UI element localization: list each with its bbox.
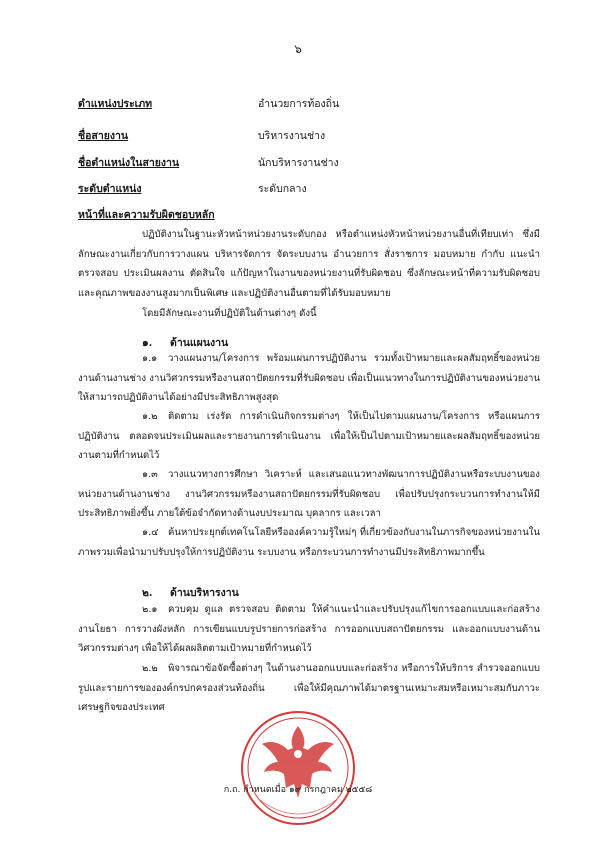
item-2-1 <box>78 600 540 659</box>
line-name-label: ชื่อสายงาน <box>78 130 129 142</box>
intro-paragraph: ปฏิบัติงานในฐานะหัวหน้าหน่วยงานระดับกอง หรือตำแหน่งหัวหน้าหน่วยงานอื่นที่เทียบเท่า ซึ่งมีลักษณะงานเกี่ยวกับการวางแผน บริหารจัดการ จัดระบบงาน อำนวยการ สั่งราชการ มอบหมาย กำกับ แนะนำ ตรวจสอบ ประเมินผลงาน ตัดสินใจ แก้ปัญหาในงานของหน่วยงานที่รับผิดชอบ ซึ่งลักษณะหน้าที่ความรับผิดชอบและคุณภาพของงานสูงมากเป็นพิเศษ และปฏิบัติงานอื่นตามที่ได้รับมอบหมาย <box>78 229 540 299</box>
level-value: ระดับกลาง <box>258 183 307 195</box>
info-level <box>78 180 538 196</box>
intro-paragraph-2: โดยมีลักษณะงานที่ปฏิบัติในด้านต่างๆ ดังนี้ <box>142 308 317 319</box>
item-1-3-number: ๑.๓ <box>142 469 158 480</box>
item-1-4 <box>78 523 540 562</box>
page-number: ๖ <box>294 42 302 56</box>
item-2-1-text: ควบคุม ดูแล ตรวจสอบ ติดตาม ให้คำแนะนำและปรับปรุงแก้ไขการออกแบบและก่อสร้างงานโยธา การวางผังหลัก การเขียนแบบรูปรายการก่อสร้าง การออกแบบสถาปัตยกรรม และออกแบบงานด้านวิศวกรรมต่างๆ เพื่อให้ได้ผลผลิตตามเป้าหมายที่กำหนดไว้ <box>78 604 540 655</box>
title-name-value: นักบริหารงานช่าง <box>258 157 339 169</box>
item-1-3 <box>78 465 540 524</box>
info-position-type <box>78 95 538 111</box>
item-1-2 <box>78 407 540 466</box>
item-1-4-number: ๑.๔ <box>142 527 159 538</box>
section-2-heading <box>142 584 239 601</box>
section-1-number: ๑. <box>142 337 153 349</box>
section-1-title: ด้านแผนงาน <box>170 337 229 349</box>
duties-title: หน้าที่และความรับผิดชอบหลัก <box>78 209 215 221</box>
line-name-value: บริหารงานช่าง <box>258 130 326 142</box>
level-label: ระดับตำแหน่ง <box>78 183 142 195</box>
item-1-1-text: วางแผนงาน/โครงการ พร้อมแผนการปฏิบัติงาน รวมทั้งเป้าหมายและผลสัมฤทธิ์ของหน่วยงานด้านงานช่าง งานวิศวกรรมหรืองานสถาปัตยกรรมที่รับผิดชอบ เพื่อเป็นแนวทางในการปฏิบัติงานของหน่วยงานให้สามารถปฏิบัติงานได้อย่างมีประสิทธิภาพสูงสุด <box>78 353 540 404</box>
item-2-2-number: ๒.๒ <box>142 663 158 674</box>
item-1-4-text: ค้นหาประยุกต์เทคโนโลยีหรือองค์ความรู้ใหม่ๆ ที่เกี่ยวข้องกับงานในภารกิจของหน่วยงานในภาพรวมเพื่อนำมาปรับปรุงให้การปฏิบัติงาน ระบบงาน หรือกระบวนการทำงานมีประสิทธิภาพมากขึ้น <box>78 527 540 558</box>
section-2-title: ด้านบริหารงาน <box>170 587 239 599</box>
position-type-label: ตำแหน่งประเภท <box>78 98 153 110</box>
item-1-1 <box>78 349 540 408</box>
item-1-2-number: ๑.๒ <box>142 411 158 422</box>
section-2-number: ๒. <box>142 587 153 599</box>
info-title-name <box>78 154 538 170</box>
footer-text: ก.ถ. กำหนดเมื่อ ๑๙ กรกฎาคม ๒๕๕๘ <box>223 785 373 795</box>
garuda-seal-icon <box>238 708 358 828</box>
item-1-1-number: ๑.๑ <box>142 353 158 364</box>
item-1-2-text: ติดตาม เร่งรัด การดำเนินกิจกรรมต่างๆ ให้เป็นไปตามแผนงาน/โครงการ หรือแผนการปฏิบัติงาน ตลอดจนประเมินผลและรายงานการดำเนินงาน เพื่อให้เป็นไปตามเป้าหมายและผลสัมฤทธิ์ของหน่วยงานตามที่กำหนดไว้ <box>78 411 540 462</box>
position-type-value: อำนวยการท้องถิ่น <box>258 98 340 110</box>
item-2-1-number: ๒.๑ <box>142 604 158 615</box>
info-line-name <box>78 127 538 143</box>
item-1-3-text: วางแนวทางการศึกษา วิเคราะห์ และเสนอแนวทางพัฒนาการปฏิบัติงานหรือระบบงานของหน่วยงานด้านงานช่าง งานวิศวกรรมหรืองานสถาปัตยกรรมที่รับผิดชอบ เพื่อปรับปรุงกระบวนการทำงานให้มีประสิทธิภาพยิ่งขึ้น ภายใต้ข้อจำกัดทางด้านงบประมาณ บุคลากร และเวลา <box>78 469 540 520</box>
item-2-2-text: พิจารณาข้อจัดซื้อต่างๆ ในด้านงานออกแบบและก่อสร้าง หรือการให้บริการ สำรวจออกแบบ รูปและรายการขององค์กรปกครองส่วนท้องถิ่น เพื่อให้มีคุณภาพได้มาตรฐานเหมาะสมหรือเหมาะสมกับภาวะเศรษฐกิจของประเทศ <box>78 663 540 714</box>
title-name-label: ชื่อตำแหน่งในสายงาน <box>78 157 180 169</box>
